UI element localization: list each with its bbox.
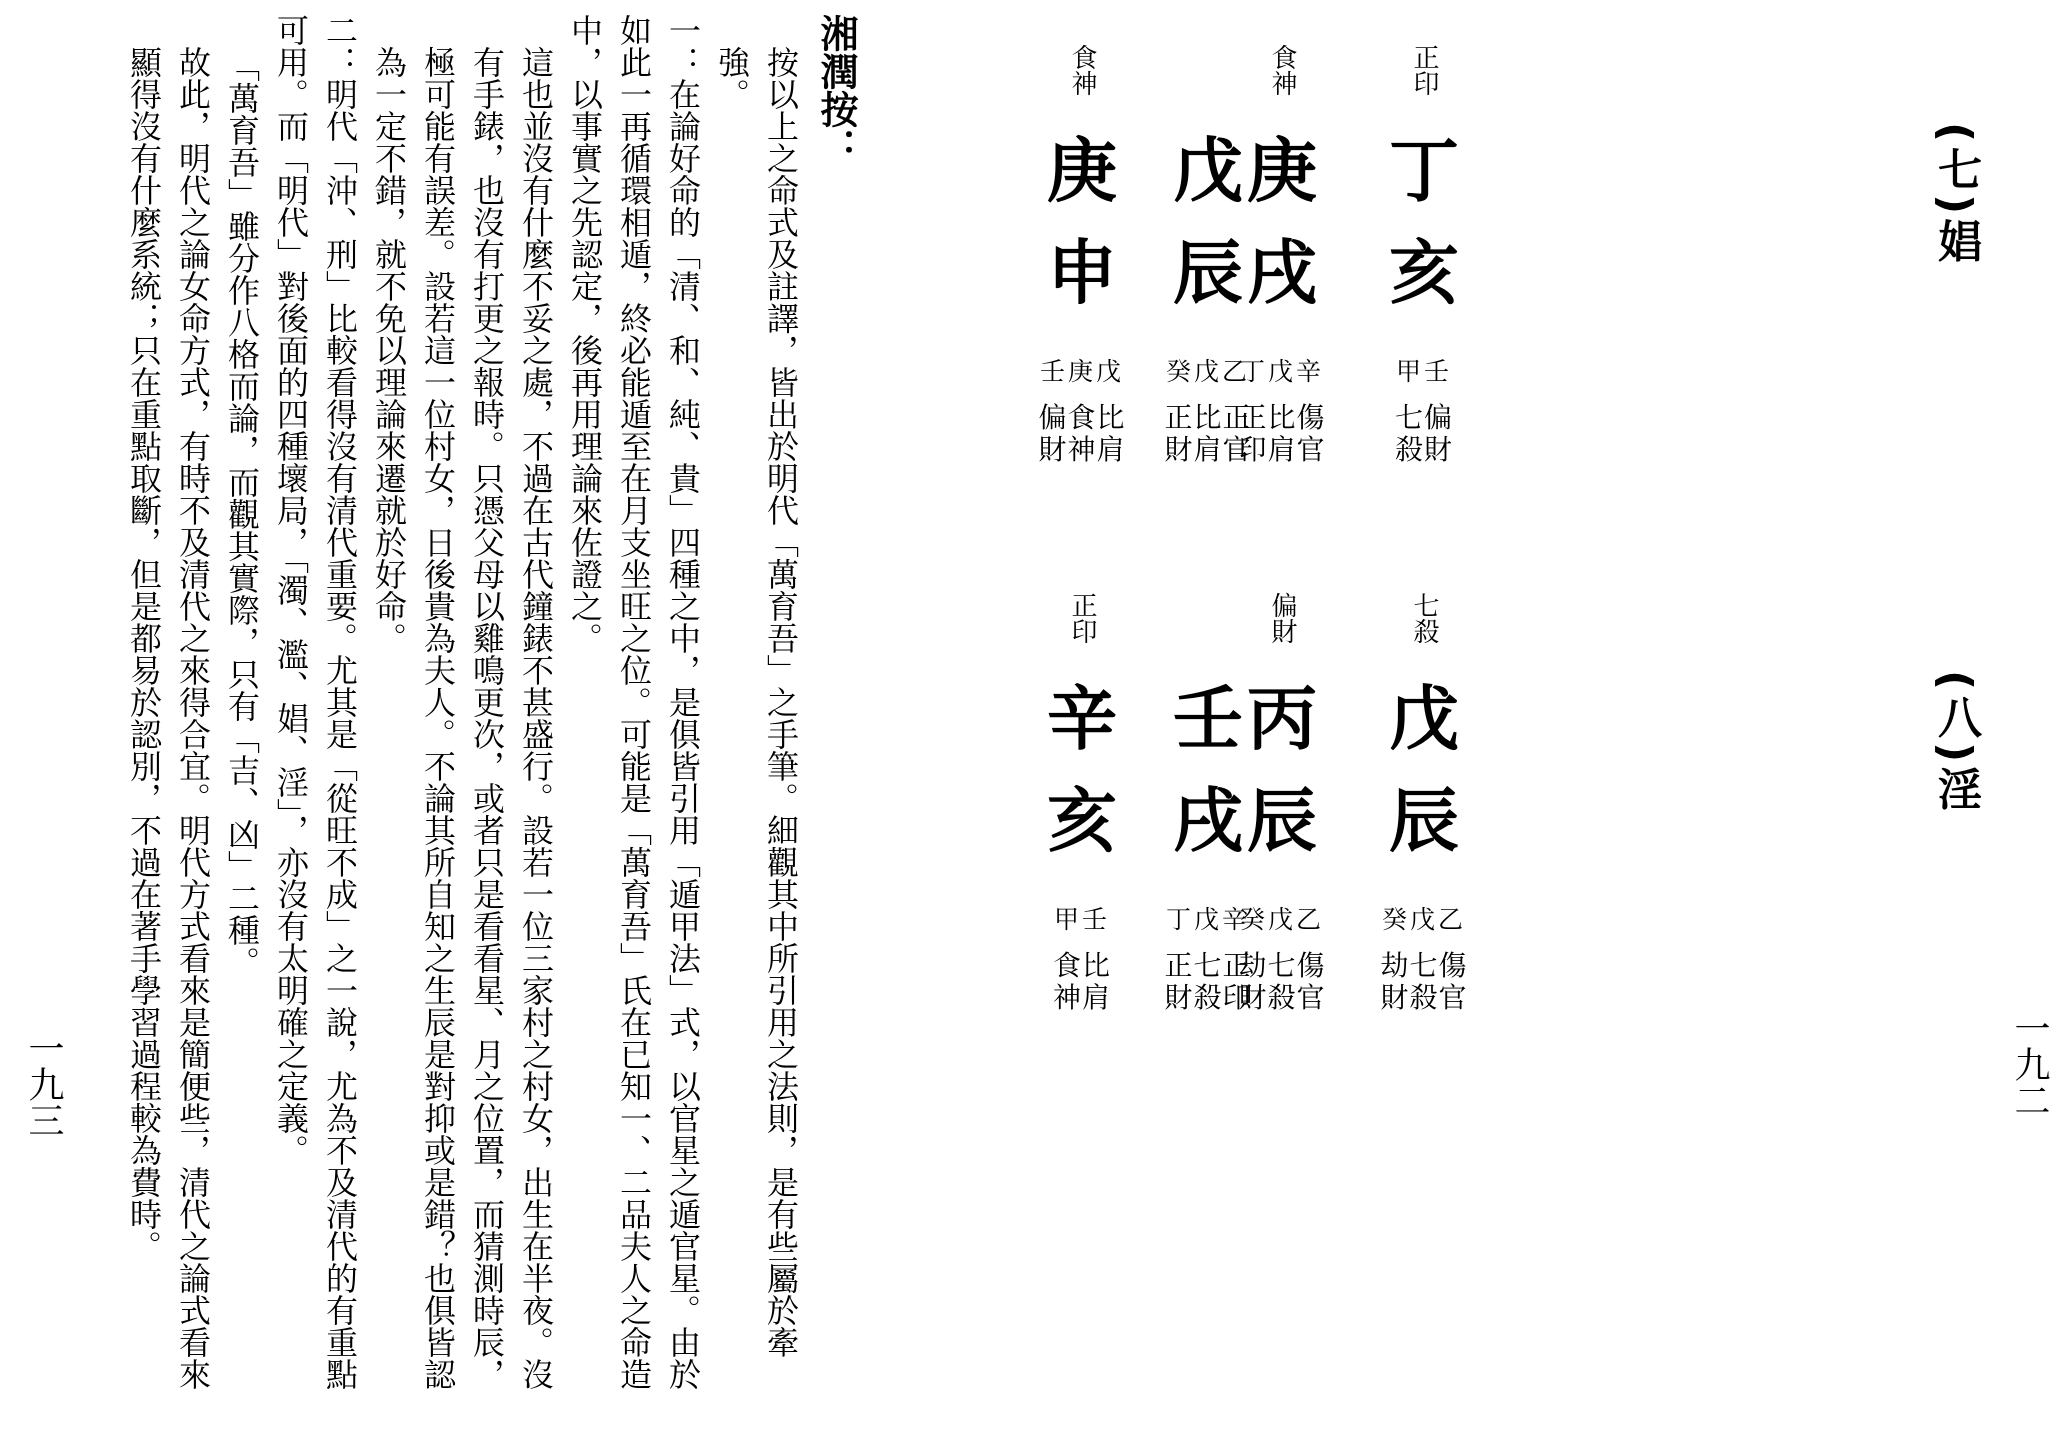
commentary-text (0, 14, 860, 1414)
earthly-branch: 亥 (1047, 779, 1117, 862)
hidden-gods-line-1: 正比正 (1164, 401, 1252, 434)
paragraph-intro: 按以上之命式及註譯，皆出於明代「萬育吾」之手筆。細觀其中所引用之法則，是有些屬於牽強。 (713, 46, 800, 1358)
paragraph-point-two: 二：明代「沖、刑」比較看得沒有清代重要。尤其是「從旺不成」之一說，尤為不及清代的有重點可用。而「明代」對後面的四種壞局，「濁、濫、娼、淫」，亦沒有太明確之定義。 (272, 14, 359, 1390)
earthly-branch: 戌 (1247, 231, 1317, 314)
hidden-gods-line-2: 財殺印 (1164, 981, 1252, 1014)
year-pillar (1364, 30, 1484, 466)
heavenly-stem: 辛 (1047, 677, 1117, 760)
hidden-gods-line-2: 財神肩 (1038, 433, 1126, 466)
ten-god: 正印 (1409, 44, 1439, 96)
chart-seven (1030, 0, 2057, 560)
day-pillar (1148, 578, 1268, 1014)
paragraph-point-one-cont: 這也並沒有什麼不妥之處，不過在古代鐘錶不甚盛行。設若一位三家村之村女，出生在半夜。沒有手錶，也沒有打更之報時。只憑父母以雞鳴更次，或者只是看看星、月之位置，而猜測時辰，極可能有誤差。設若這一位村女，日後貴為夫人。不論其所自知之生辰是對抑或是錯？也俱皆認為一定不錯，就不免以理論來遷就於好命。 (370, 46, 555, 1390)
paragraph-point-one: 一：在論好命的「清、和、純、貴」四種之中，是俱皆引用「遁甲法」式，以官星之遁官星。由於如此一再循環相遁，終必能遁至在月支坐旺之位。可能是「萬育吾」氏在已知一、二品夫人之命造中，以事實之先認定，後再用理論來佐證之。 (566, 14, 702, 1390)
heavenly-stem: 壬 (1173, 677, 1243, 760)
hidden-stems: 癸戊乙 (1239, 905, 1324, 934)
earthly-branch: 亥 (1389, 231, 1459, 314)
right-page (1030, 0, 2057, 1432)
earthly-branch: 戌 (1173, 779, 1243, 862)
hidden-gods-line-1: 劫七傷 (1380, 949, 1468, 982)
hidden-gods-line-1: 劫七傷 (1238, 949, 1326, 982)
year-pillar (1364, 578, 1484, 1014)
hidden-gods-line-1: 正比傷 (1238, 401, 1326, 434)
chart-label: (八)淫 (1930, 670, 1981, 815)
heavenly-stem: 戊 (1389, 677, 1459, 760)
hidden-gods-line-2: 神肩 (1052, 981, 1111, 1014)
hidden-stems: 丁戊辛 (1165, 905, 1250, 934)
earthly-branch: 申 (1047, 231, 1117, 314)
hour-pillar (1022, 30, 1142, 466)
hour-pillar (1022, 578, 1142, 1014)
ten-god (1188, 578, 1228, 658)
page-number-left: 一九三 (23, 1030, 64, 1138)
hidden-gods-line-2: 財殺官 (1380, 981, 1468, 1014)
hidden-stems: 癸戊乙 (1165, 357, 1250, 386)
heavenly-stem: 丙 (1247, 677, 1317, 760)
hidden-gods-line-1: 食比 (1052, 949, 1111, 982)
day-pillar (1148, 30, 1268, 466)
commentary-title: 湘潤按： (814, 14, 858, 166)
hidden-stems: 癸戊乙 (1381, 905, 1466, 934)
earthly-branch: 辰 (1389, 779, 1459, 862)
hidden-gods-line-2: 印肩官 (1238, 433, 1326, 466)
chart-eight (1030, 548, 2057, 1108)
paragraph-point-two-cont: 「萬育吾」雖分作八格而論，而觀其實際，只有「吉、凶」二種。 (223, 50, 261, 978)
ten-god: 食神 (1267, 44, 1297, 96)
hidden-gods-line-2: 財肩官 (1164, 433, 1252, 466)
ten-god: 食神 (1067, 44, 1097, 96)
page-number-right: 一九二 (2009, 1010, 2050, 1118)
chart-label: (七)娼 (1930, 122, 1981, 267)
ten-god: 七殺 (1409, 592, 1439, 644)
paragraph-conclusion: 故此，明代之論女命方式，有時不及清代之來得合宜。明代方式看來是簡便些，清代之論式看來顯得沒有什麼系統；只在重點取斷，但是都易於認別，不過在著手學習過程較為費時。 (125, 46, 212, 1390)
hidden-gods-line-1: 正七正 (1164, 949, 1252, 982)
ten-god: 偏財 (1267, 592, 1297, 644)
heavenly-stem: 戊 (1173, 129, 1243, 212)
earthly-branch: 辰 (1173, 231, 1243, 314)
hidden-gods-line-2: 財殺官 (1238, 981, 1326, 1014)
hidden-stems: 甲壬 (1395, 357, 1452, 386)
heavenly-stem: 庚 (1047, 129, 1117, 212)
hidden-stems: 甲壬 (1053, 905, 1110, 934)
ten-god (1188, 30, 1228, 110)
hidden-gods-line-1: 七偏 (1394, 401, 1453, 434)
hidden-stems: 丁戊辛 (1239, 357, 1324, 386)
heavenly-stem: 庚 (1247, 129, 1317, 212)
hidden-stems: 壬庚戊 (1039, 357, 1124, 386)
hidden-gods-line-2: 殺財 (1394, 433, 1453, 466)
ten-god: 正印 (1067, 592, 1097, 644)
hidden-gods-line-1: 偏食比 (1038, 401, 1126, 434)
earthly-branch: 辰 (1247, 779, 1317, 862)
heavenly-stem: 丁 (1389, 129, 1459, 212)
